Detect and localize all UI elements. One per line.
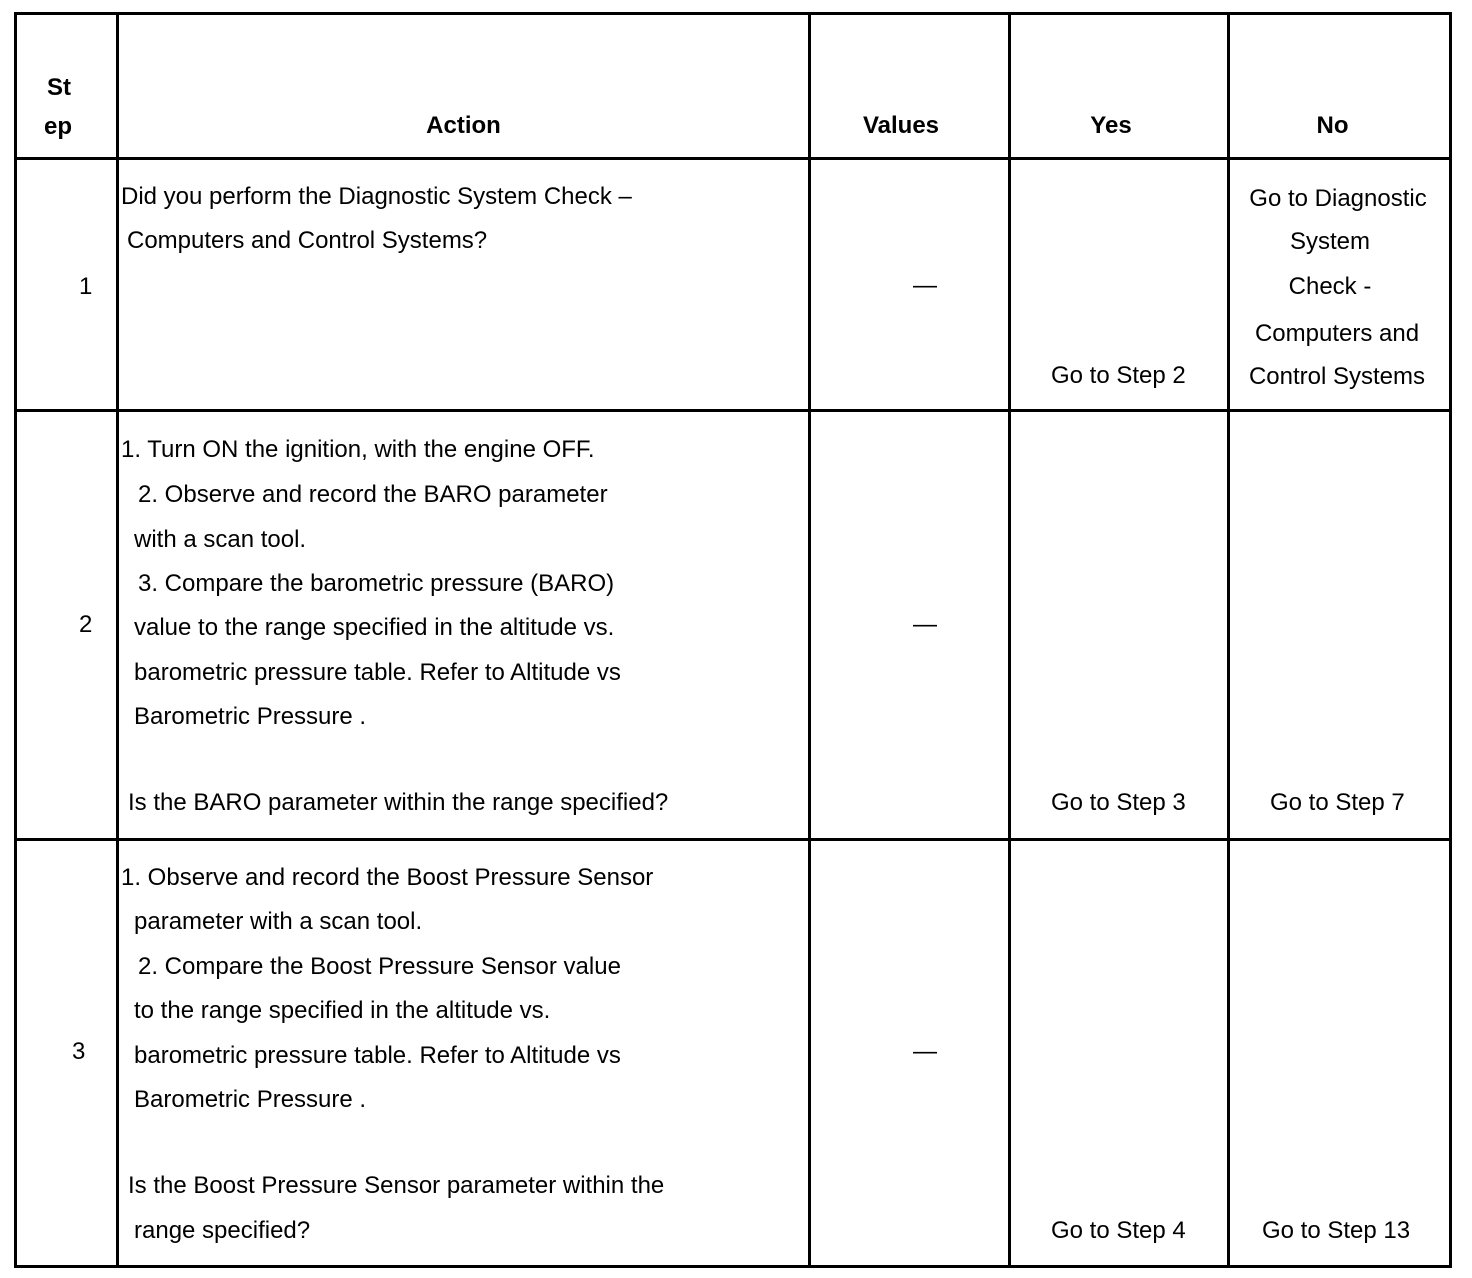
no-go-to: Control Systems	[1248, 363, 1426, 390]
action-question: Is the BARO parameter within the range specified?	[128, 789, 669, 816]
no-go-to: Computers and	[1254, 320, 1420, 347]
column-divider	[1008, 12, 1011, 1268]
action-text: barometric pressure table. Refer to Altitude vs	[134, 659, 621, 686]
header-step-line1: St	[47, 74, 71, 101]
action-text: value to the range specified in the altitude vs.	[134, 614, 615, 641]
row-divider	[14, 838, 1452, 841]
header-action: Action	[426, 112, 501, 139]
action-text: barometric pressure table. Refer to Altitude vs	[134, 1042, 621, 1069]
row-divider	[14, 157, 1452, 160]
column-divider	[116, 12, 119, 1268]
no-go-to: Check -	[1288, 273, 1372, 300]
header-step-line2: ep	[44, 113, 73, 140]
action-text: 3. Compare the barometric pressure (BARO)	[138, 570, 615, 597]
header-yes: Yes	[1090, 112, 1132, 139]
action-text: Did you perform the Diagnostic System Check –	[121, 183, 632, 210]
no-go-to-step: Go to Step 7	[1270, 789, 1405, 816]
step-number: 3	[72, 1038, 86, 1065]
value-dash: —	[913, 611, 937, 638]
action-text: Barometric Pressure .	[134, 703, 367, 730]
action-text: Barometric Pressure .	[134, 1086, 367, 1113]
action-question: Is the Boost Pressure Sensor parameter within the	[128, 1172, 665, 1199]
yes-go-to-step: Go to Step 2	[1051, 362, 1186, 389]
step-number: 1	[79, 273, 93, 300]
action-text: 1. Turn ON the ignition, with the engine OFF.	[121, 436, 595, 463]
no-go-to: Go to Diagnostic	[1249, 185, 1427, 212]
value-dash: —	[913, 272, 937, 299]
action-question: range specified?	[134, 1217, 311, 1244]
row-divider	[14, 409, 1452, 412]
no-go-to-step: Go to Step 13	[1262, 1217, 1411, 1244]
yes-go-to-step: Go to Step 3	[1051, 789, 1186, 816]
header-values: Values	[862, 112, 940, 139]
step-number: 2	[79, 611, 93, 638]
action-text: Computers and Control Systems?	[127, 227, 488, 254]
action-text: to the range specified in the altitude vs.	[134, 997, 551, 1024]
no-go-to: System	[1289, 228, 1370, 255]
value-dash: —	[913, 1038, 937, 1065]
column-divider	[808, 12, 811, 1268]
action-text: parameter with a scan tool.	[134, 908, 423, 935]
action-text: with a scan tool.	[134, 526, 307, 553]
yes-go-to-step: Go to Step 4	[1051, 1217, 1186, 1244]
action-text: 2. Compare the Boost Pressure Sensor value	[138, 953, 621, 980]
action-text: 2. Observe and record the BARO parameter	[138, 481, 608, 508]
header-no: No	[1316, 112, 1349, 139]
action-text: 1. Observe and record the Boost Pressure Sensor	[121, 864, 654, 891]
